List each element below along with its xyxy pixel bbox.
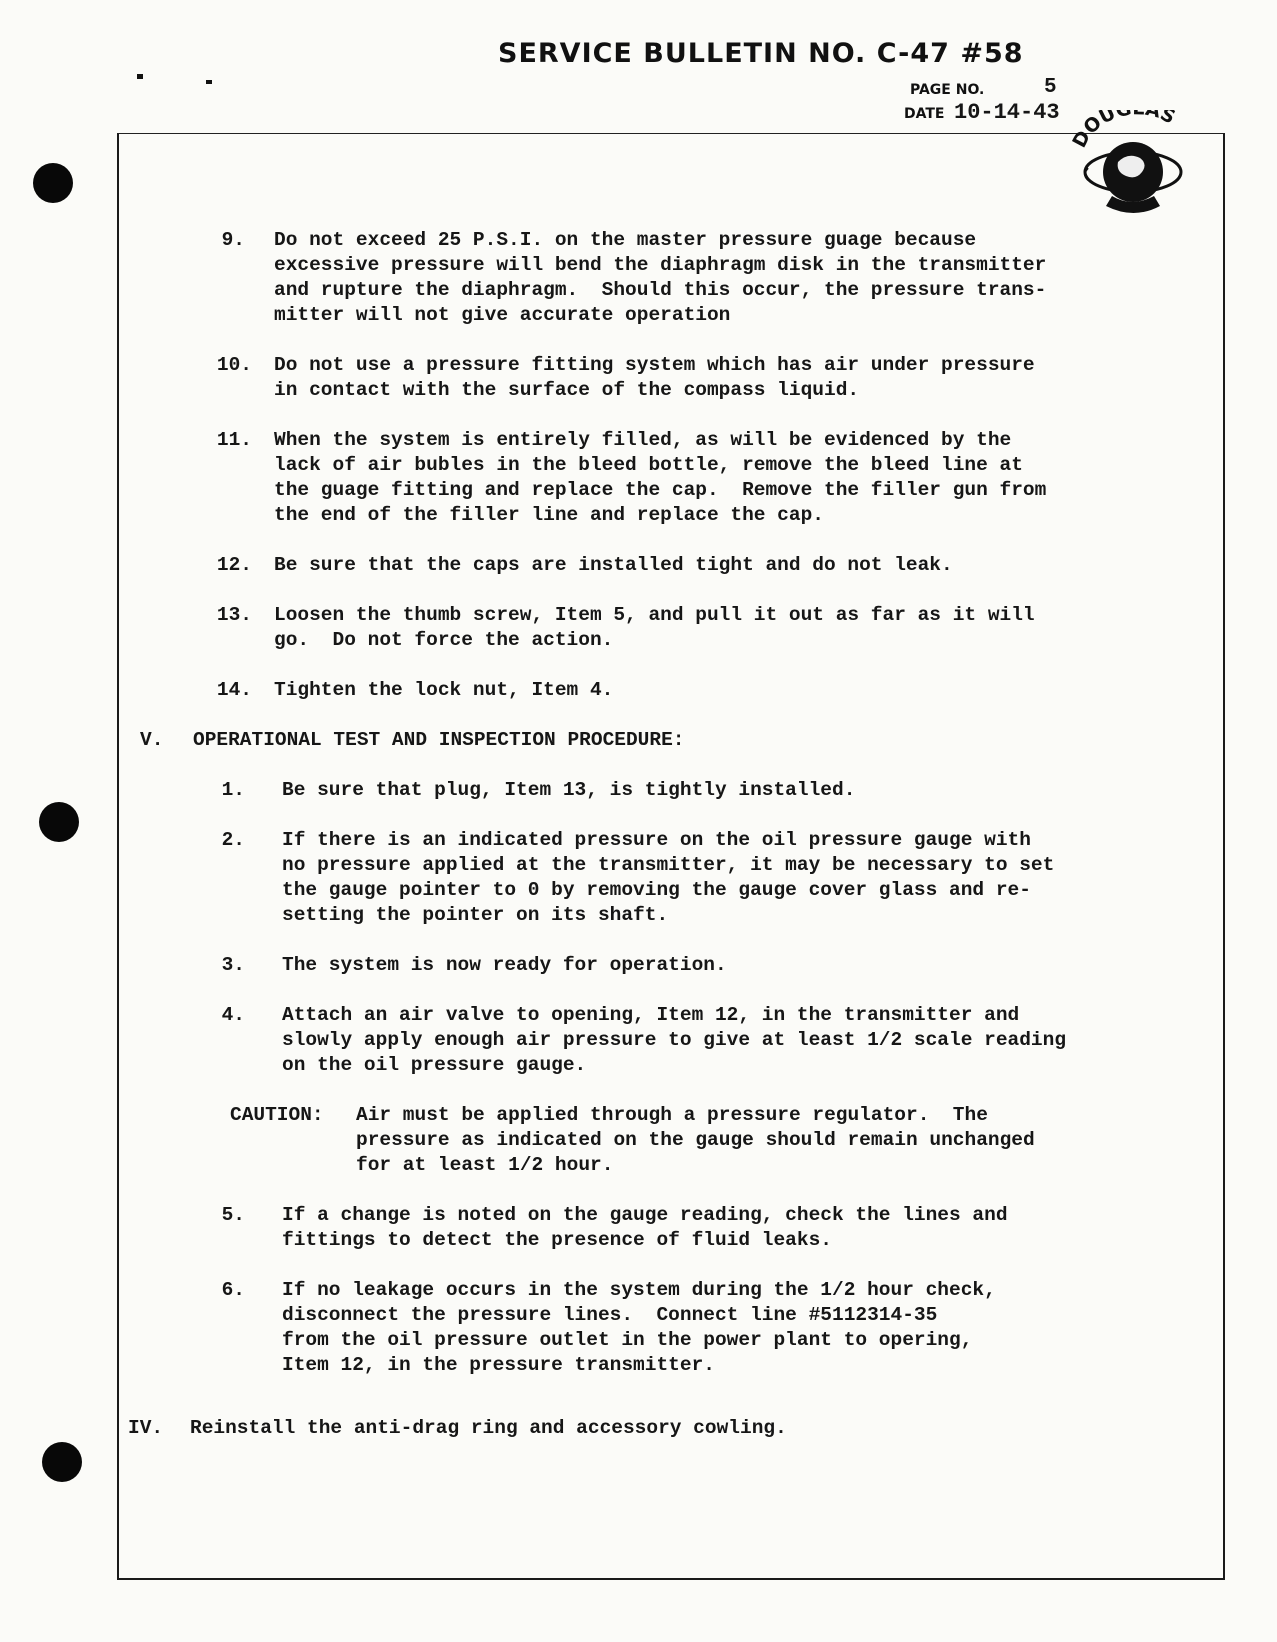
step-number: 10. (216, 354, 252, 376)
step-line: Be sure that plug, Item 13, is tightly installed. (282, 779, 856, 801)
step-line: lack of air bubles in the bleed bottle, remove the bleed line at (274, 454, 1023, 476)
step-line: The system is now ready for operation. (282, 954, 727, 976)
step-line: in contact with the surface of the compass liquid. (274, 379, 860, 401)
step-line: the guage fitting and replace the cap. Remove the filler gun from (274, 479, 1047, 501)
binder-hole (42, 1442, 82, 1482)
step-line: Attach an air valve to opening, Item 12, in the transmitter and (282, 1004, 1020, 1026)
step-line: If a change is noted on the gauge reading, check the lines and (282, 1204, 1008, 1226)
step-line: disconnect the pressure lines. Connect line #5112314-35 (282, 1304, 938, 1326)
step-number: 13. (216, 604, 252, 626)
caution-line: for at least 1/2 hour. (356, 1154, 614, 1176)
step-number: 9. (221, 229, 245, 251)
step-number: 14. (216, 679, 252, 701)
page-number: 5 (1044, 76, 1057, 99)
caution-line: Air must be applied through a pressure regulator. The (356, 1104, 988, 1126)
stray-mark (137, 74, 143, 79)
step-number: 6. (221, 1279, 245, 1301)
step-line: Item 12, in the pressure transmitter. (282, 1354, 715, 1376)
step-line: and rupture the diaphragm. Should this occur, the pressure trans- (274, 279, 1047, 301)
page-number-label: PAGE NO. (910, 82, 985, 98)
step-line: mitter will not give accurate operation (274, 304, 731, 326)
step-line: on the oil pressure gauge. (282, 1054, 587, 1076)
step-line: from the oil pressure outlet in the power plant to opering, (282, 1329, 973, 1351)
step-line: go. Do not force the action. (274, 629, 614, 651)
step-line: If there is an indicated pressure on the oil pressure gauge with (282, 829, 1031, 851)
step-number: 2. (221, 829, 245, 851)
caution-line: pressure as indicated on the gauge should remain unchanged (356, 1129, 1035, 1151)
step-line: Do not exceed 25 P.S.I. on the master pressure guage because (274, 229, 977, 251)
step-line: setting the pointer on its shaft. (282, 904, 669, 926)
step-line: When the system is entirely filled, as will be evidenced by the (274, 429, 1012, 451)
step-line: fittings to detect the presence of fluid leaks. (282, 1229, 832, 1251)
section-number: IV. (128, 1417, 164, 1439)
step-line: Be sure that the caps are installed tight and do not leak. (274, 554, 953, 576)
section-title: OPERATIONAL TEST AND INSPECTION PROCEDURE: (193, 729, 685, 751)
date-label: DATE (904, 106, 945, 122)
step-line: Loosen the thumb screw, Item 5, and pull it out as far as it will (274, 604, 1035, 626)
step-line: If no leakage occurs in the system during the 1/2 hour check, (282, 1279, 996, 1301)
step-number: 3. (221, 954, 245, 976)
section-number: V. (140, 729, 164, 751)
step-number: 4. (221, 1004, 245, 1026)
step-number: 11. (216, 429, 252, 451)
step-line: no pressure applied at the transmitter, it may be necessary to set (282, 854, 1055, 876)
step-number: 1. (221, 779, 245, 801)
step-line: slowly apply enough air pressure to give at least 1/2 scale reading (282, 1029, 1067, 1051)
step-line: Do not use a pressure fitting system which has air under pressure (274, 354, 1035, 376)
step-line: excessive pressure will bend the diaphragm disk in the transmitter (274, 254, 1047, 276)
date-value: 10-14-43 (954, 100, 1060, 125)
step-line: Tighten the lock nut, Item 4. (274, 679, 614, 701)
page-title: SERVICE BULLETIN NO. C-47 #58 (498, 38, 1024, 69)
caution-label: CAUTION: (230, 1104, 324, 1126)
douglas-logo (1068, 110, 1198, 225)
stray-mark (206, 80, 212, 84)
binder-hole (33, 163, 73, 203)
step-number: 12. (216, 554, 252, 576)
binder-hole (39, 802, 79, 842)
step-line: the end of the filler line and replace the cap. (274, 504, 824, 526)
step-line: the gauge pointer to 0 by removing the gauge cover glass and re- (282, 879, 1031, 901)
section-text: Reinstall the anti-drag ring and accessory cowling. (190, 1417, 787, 1439)
svg-text:DOUGLAS: DOU AS (1068, 110, 1179, 152)
step-number: 5. (221, 1204, 245, 1226)
